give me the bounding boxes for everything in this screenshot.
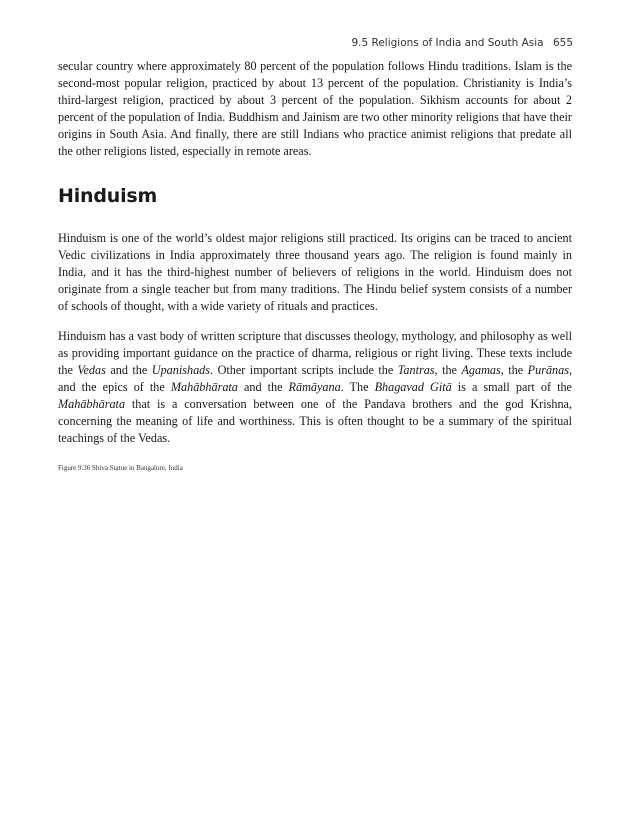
scripture-title: Mahābhārata [170, 380, 238, 394]
scripture-title: Upanishads [151, 363, 211, 377]
page-number: 655 [552, 37, 573, 49]
scripture-title: Agamas [461, 363, 501, 377]
text-span: and the [237, 380, 289, 394]
intro-paragraph: secular country where approximately 80 percent of the population follows Hindu traditions. Islam is the second-most popular religion, practiced by about 13 percent of the population. Christianity is India’s third-largest religion, practiced by about 3 percent of the population. Sikhism accounts for about 2 percent of the population of India. Buddhism and Jainism are two other minority religions that have their origins in South Asia. And finally, there are still Indians who practice animist religions that predate all the other religions listed, especially in remote areas. [58, 59, 572, 158]
scripture-title: Bhagavad Gitā [374, 380, 452, 394]
text-span: and the [105, 363, 152, 377]
figure-caption: Figure 9.36 Shiva Statue in Bangalore, India [58, 464, 183, 472]
text-span: , and the epics of the [58, 363, 573, 394]
running-header [351, 37, 573, 49]
text-span: . The [340, 380, 375, 394]
text-span: that is a conversation between one of the Pandava brothers and the god Krishna, concerning the meaning of life and worthiness. This is often thought to be a summary of the spiritual teachings of the Vedas. [58, 397, 572, 445]
hinduism-paragraph-1: Hinduism is one of the world’s oldest major religions still practiced. Its origins can be traced to ancient Vedic civilizations in India approximately three thousand years ago. The religion is found mainly in India, and it has the third-highest number of believers of religions in the world. Hinduism does not originate from a single teacher but from many traditions. The Hindu belief system consists of a number of schools of thought, with a wide variety of rituals and practices. [58, 231, 572, 313]
scripture-title: Mahābhārata [58, 397, 126, 411]
hinduism-paragraph-2 [58, 328, 572, 447]
text-span: , the [434, 363, 462, 377]
text-span: Hinduism has a vast body of written scripture that discusses theology, mythology, and philosophy as well as providing important guidance on the practice of dharma, religious or right living. These texts include the [58, 329, 572, 377]
scripture-title: Rāmāyana [288, 380, 341, 394]
text-span: is a small part of the [451, 380, 572, 394]
scripture-title: Tantras [397, 363, 435, 377]
text-span: , the [500, 363, 528, 377]
scripture-title: Vedas [77, 363, 106, 377]
text-span: . Other important scripts include the [210, 363, 398, 377]
page-content [58, 58, 572, 477]
scripture-title: Purānas [527, 363, 569, 377]
section-heading: Hinduism [58, 185, 158, 207]
running-title: 9.5 Religions of India and South Asia [351, 37, 544, 49]
